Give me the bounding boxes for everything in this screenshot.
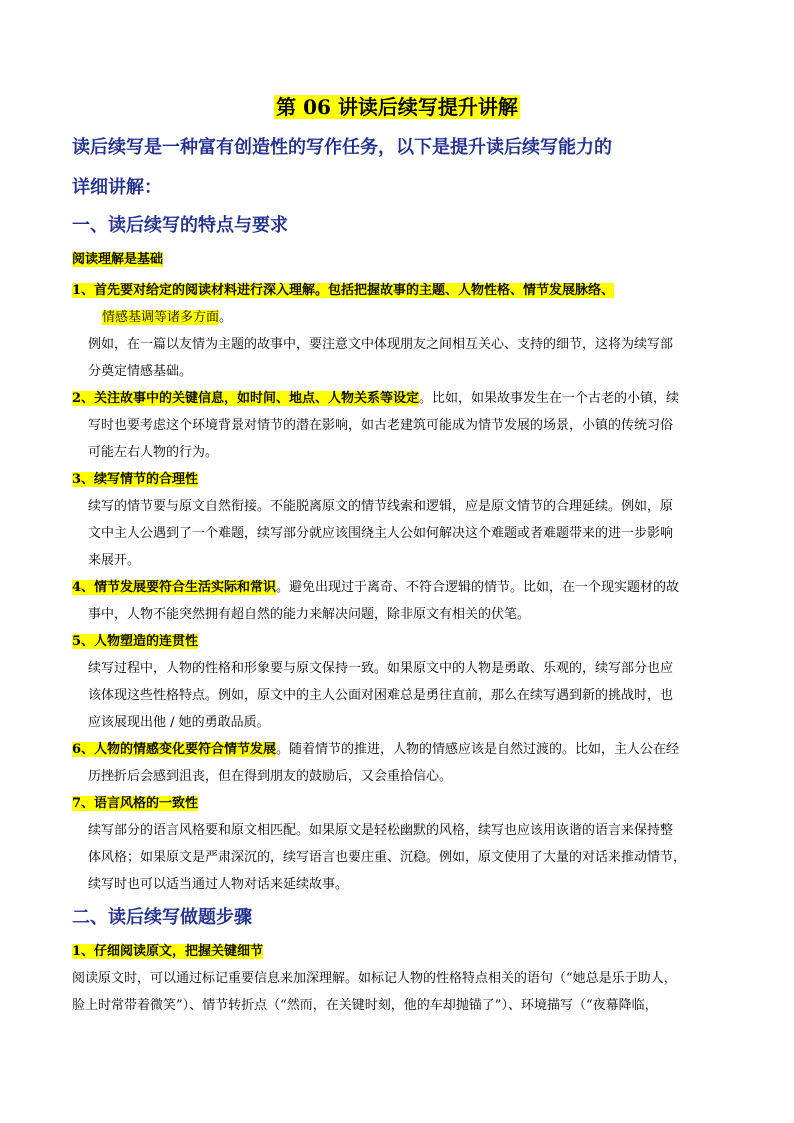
- item-4-highlight: 4、情节发展要符合生活实际和常识: [72, 580, 277, 595]
- item-7-heading: [72, 794, 198, 814]
- step-1-heading: [72, 942, 263, 962]
- step-1-line-1: 阅读原文时，可以通过标记重要信息来加深理解。如标记人物的性格特点相关的语句（“她总是乐于助人，: [72, 971, 677, 986]
- item-3-heading: [72, 470, 198, 490]
- item-6-line-2: 历挫折后会感到沮丧，但在得到朋友的鼓励后，又会重拾信心。: [88, 769, 453, 784]
- item-7-line-3: 续写时也可以适当通过人物对话来延续故事。: [88, 877, 349, 892]
- page-title: [0, 92, 794, 122]
- item-1-line-1: [72, 281, 614, 301]
- item-1-example-line-2: 分奠定情感基础。: [88, 364, 193, 379]
- intro-line-2: 详细讲解：: [72, 177, 162, 198]
- item-1-highlight-a: 1、首先要对给定的阅读材料进行深入理解。包括把握故事的主题、人物性格、情节发展脉络、: [72, 283, 615, 298]
- item-2-line-2: 写时也要考虑这个环境背景对情节的潜在影响，如古老建筑可能成为情节发展的场景，小镇的传统习俗: [88, 418, 674, 433]
- item-5-line-2: 该体现这些性格特点。例如，原文中的主人公面对困难总是勇往直前，那么在续写遇到新的挑战时，也: [88, 688, 674, 703]
- intro-line-1: 读后续写是一种富有创造性的写作任务，以下是提升读后续写能力的: [72, 137, 612, 158]
- item-4-line-1: [72, 578, 679, 598]
- item-1-example-line-1: 例如，在一篇以友情为主题的故事中，要注意文中体现朋友之间相互关心、支持的细节，这将为续写部: [88, 337, 674, 352]
- item-2-line-3: 可能左右人物的行为。: [88, 445, 219, 460]
- item-6-line-1: [72, 740, 679, 760]
- page-title-text: 第 06 讲读后续写提升讲解: [276, 95, 518, 119]
- item-4-rest: 。避免出现过于离奇、不符合逻辑的情节。比如，在一个现实题材的故: [276, 580, 680, 595]
- item-5-heading: [72, 632, 198, 652]
- subheading-text: 阅读理解是基础: [72, 252, 164, 267]
- section1-subheading: [72, 250, 163, 270]
- item-1-tail: 。: [219, 310, 233, 325]
- item-5-line-3: 应该展现出他 / 她的勇敢品质。: [88, 715, 270, 730]
- item-1-line-2: [102, 308, 232, 328]
- section1-heading: 一、读后续写的特点与要求: [72, 215, 288, 236]
- item-1-highlight-b: 情感基调等诸多方面: [102, 310, 220, 325]
- item-6-rest: 。随着情节的推进，人物的情感应该是自然过渡的。比如，主人公在经: [276, 742, 680, 757]
- section2-heading: 二、读后续写做题步骤: [72, 907, 252, 928]
- item-4-line-2: 事中，人物不能突然拥有超自然的能力来解决问题，除非原文有相关的伏笔。: [88, 607, 531, 622]
- item-2-highlight: 2、关注故事中的关键信息，如时间、地点、人物关系等设定: [72, 391, 420, 406]
- step-1-highlight: 1、仔细阅读原文，把握关键细节: [72, 944, 264, 959]
- item-3-line-1: 续写的情节要与原文自然衔接。不能脱离原文的情节线索和逻辑，应是原文情节的合理延续。例如，原: [88, 499, 674, 514]
- item-7-highlight: 7、语言风格的一致性: [72, 796, 199, 811]
- item-7-line-1: 续写部分的语言风格要和原文相匹配。如果原文是轻松幽默的风格，续写也应该用诙谐的语言来保持整: [88, 823, 674, 838]
- item-5-line-1: 续写过程中，人物的性格和形象要与原文保持一致。如果原文中的人物是勇敢、乐观的，续写部分也应: [88, 661, 674, 676]
- item-2-line-1: [72, 389, 679, 409]
- item-3-line-2: 文中主人公遇到了一个难题，续写部分就应该围绕主人公如何解决这个难题或者难题带来的进一步影响: [88, 526, 674, 541]
- item-7-line-2: 体风格；如果原文是严肃深沉的，续写语言也要庄重、沉稳。例如，原文使用了大量的对话来推动情节，: [88, 850, 687, 865]
- step-1-line-2: 脸上时常带着微笑”）、情节转折点（“然而，在关键时刻，他的车却抛锚了”）、环境描写（“夜幕降临，: [72, 998, 658, 1013]
- item-3-line-3: 来展开。: [88, 553, 141, 568]
- item-2-rest: 。比如，如果故事发生在一个古老的小镇，续: [419, 391, 680, 406]
- item-5-highlight: 5、人物塑造的连贯性: [72, 634, 199, 649]
- item-6-highlight: 6、人物的情感变化要符合情节发展: [72, 742, 277, 757]
- item-3-highlight: 3、续写情节的合理性: [72, 472, 199, 487]
